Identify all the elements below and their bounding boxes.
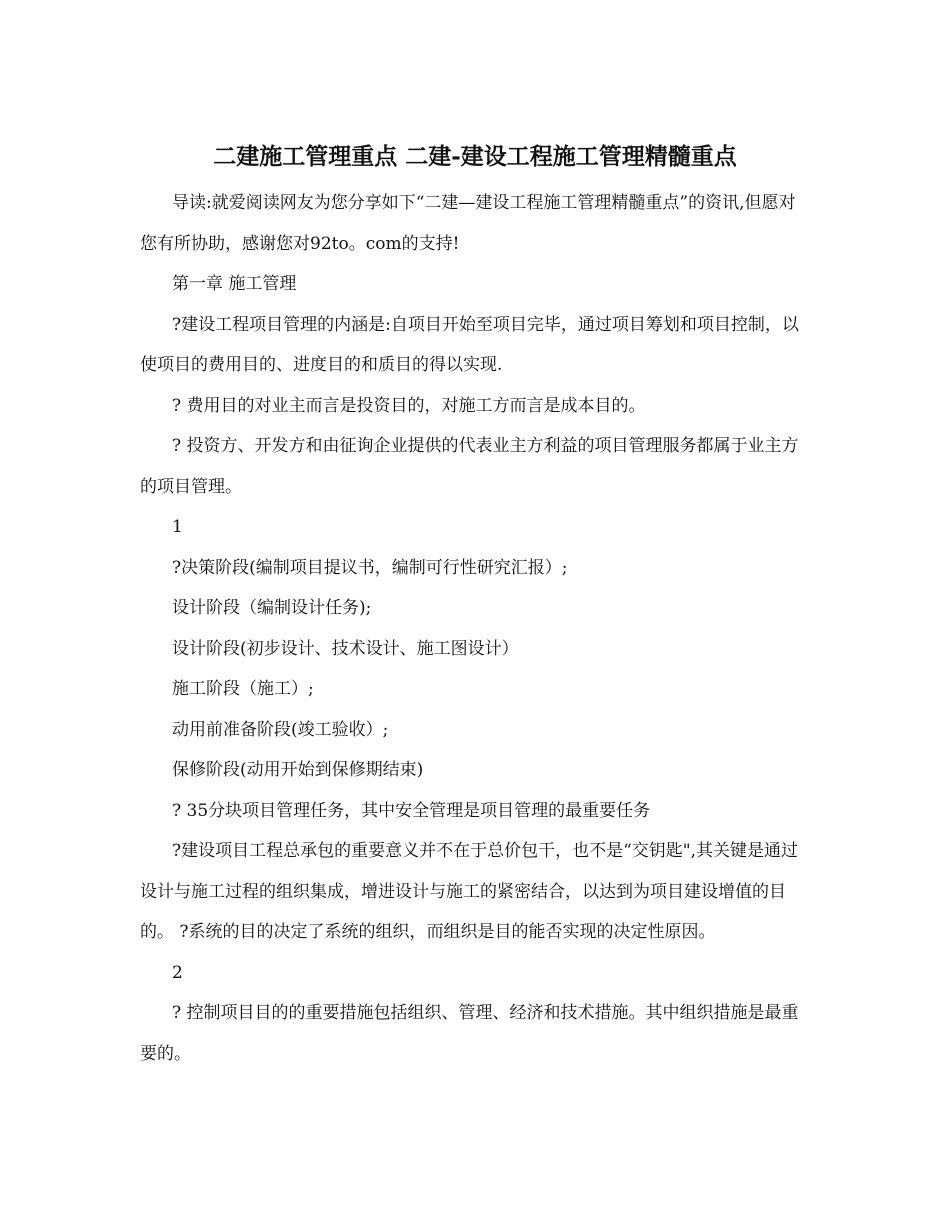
paragraph: ? 35分块项目管理任务，其中安全管理是项目管理的最重要任务 (172, 800, 651, 821)
paragraph: 设计阶段（编制设计任务); (172, 598, 372, 618)
section-number: 2 (172, 962, 183, 983)
paragraph: ? 费用目的对业主而言是投资目的，对施工方而言是成本目的。 (172, 395, 646, 416)
document-title: 二建施工管理重点 二建-建设工程施工管理精髓重点 (213, 143, 737, 170)
paragraph: 施工阶段（施工）; (172, 679, 314, 699)
chapter-heading: 第一章 施工管理 (172, 274, 297, 294)
paragraph: ? 控制项目目的的重要措施包括组织、管理、经济和技术措施。其中组织措施是最重要的。 (140, 1003, 799, 1064)
paragraph: 保修阶段(动用开始到保修期结束) (172, 760, 424, 780)
document-body (140, 183, 810, 1074)
paragraph: ?建设项目工程总承包的重要意义并不在于总价包干，也不是“交钥匙",其关键是通过设计与施工过程的组织集成，增进设计与施工的紧密结合，以达到为项目建设增值的目的。 ?系统的目的决定了系统的组织，而组织是目的能否实现的决定性原因。 (140, 841, 799, 942)
paragraph: ?建设工程项目管理的内涵是:自项目开始至项目完毕，通过项目筹划和项目控制，以使项目的费用目的、进度目的和质目的得以实现. (140, 314, 799, 375)
paragraph: 动用前准备阶段(竣工验收）; (172, 719, 389, 740)
paragraph: ?决策阶段(编制项目提议书，编制可行性研究汇报）; (172, 557, 568, 578)
paragraph: ? 投资方、开发方和由征询企业提供的代表业主方利益的项目管理服务都属于业主方的项目管理。 (140, 436, 799, 497)
section-number: 1 (172, 517, 183, 537)
paragraph: 设计阶段(初步设计、技术设计、施工图设计） (172, 638, 519, 659)
paragraph-intro: 导读:就爱阅读网友为您分享如下“二建—建设工程施工管理精髓重点”的资讯,但愿对您有所协助，感谢您对92to。com的支持! (140, 193, 796, 254)
